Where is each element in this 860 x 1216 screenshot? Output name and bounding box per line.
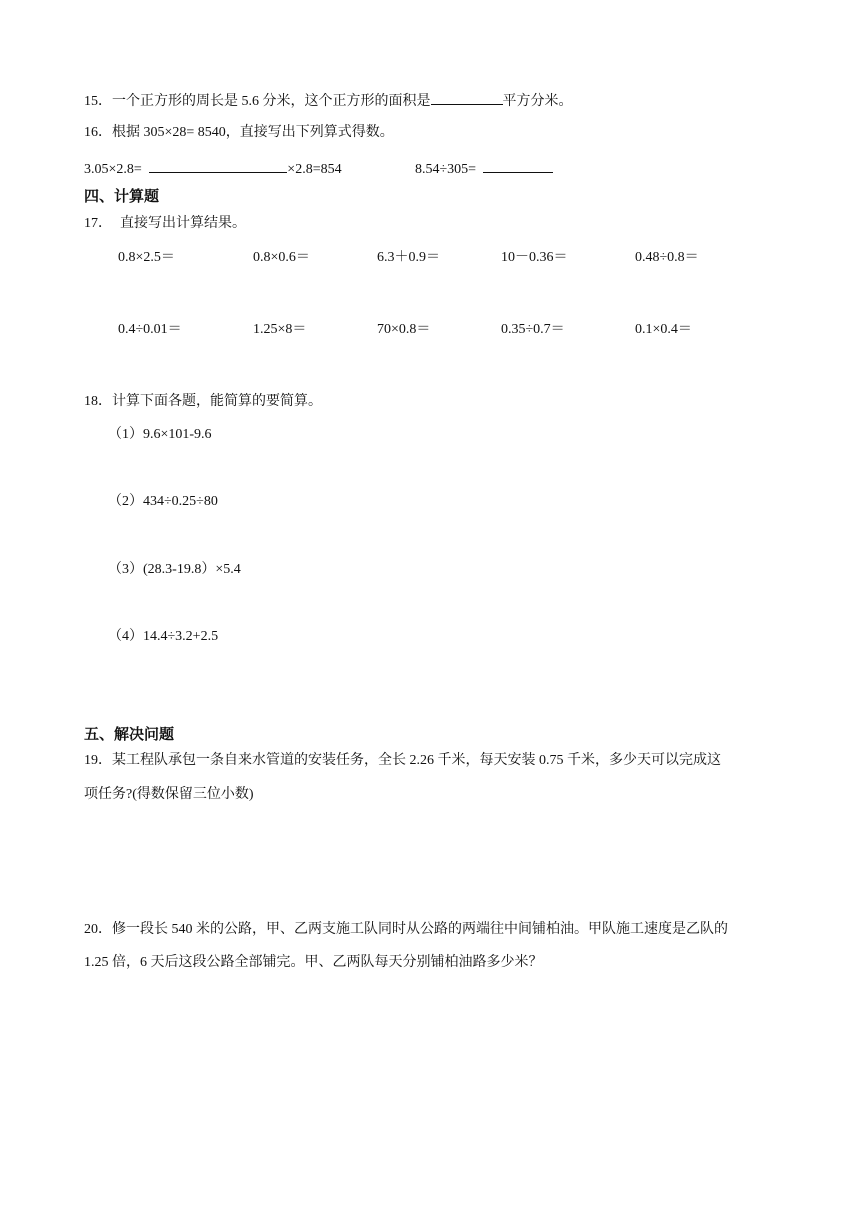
calc-item: 0.8×2.5＝ [118, 250, 175, 265]
question-text: 某工程队承包一条自来水管道的安装任务，全长 2.26 千米，每天安装 0.75 千米，多少天可以完成这 [112, 753, 721, 768]
question-number: 20． [84, 922, 112, 937]
question-20-continued: 1.25 倍，6 天后这段公路全部铺完。甲、乙两队每天分别铺柏油路多少米？ [84, 955, 543, 970]
question-19 [84, 751, 721, 771]
question-text-unit: 平方分米。 [502, 94, 573, 109]
q18-item: （1）9.6×101-9.6 [108, 427, 212, 442]
question-15 [84, 89, 573, 112]
q16-expression: 3.05×2.8= [84, 162, 142, 177]
calc-item: 0.8×0.6＝ [253, 250, 310, 265]
calc-item: 0.4÷0.01＝ [118, 322, 182, 337]
q16-item-1 [84, 157, 342, 180]
q16-expression: ×2.8=854 [287, 162, 342, 177]
question-text: 根据 305×28= 8540，直接写出下列算式得数。 [112, 125, 394, 140]
question-number: 15． [84, 94, 112, 109]
question-number: 17． [84, 216, 112, 231]
question-16 [84, 123, 394, 143]
calc-item: 10－0.36＝ [501, 250, 568, 265]
question-text: 直接写出计算结果。 [120, 216, 246, 231]
q18-item: （4）14.4÷3.2+2.5 [108, 629, 219, 644]
calc-item: 70×0.8＝ [377, 322, 431, 337]
question-18 [84, 392, 322, 412]
question-number: 19． [84, 753, 112, 768]
question-text: 计算下面各题，能简算的要简算。 [112, 394, 322, 409]
section-heading: 四、计算题 [84, 187, 160, 205]
question-20 [84, 920, 728, 940]
answer-blank[interactable] [149, 157, 287, 173]
calc-item: 0.48÷0.8＝ [635, 250, 699, 265]
question-17 [84, 214, 246, 234]
question-19-continued: 项任务?(得数保留三位小数) [84, 787, 254, 802]
calc-item: 6.3＋0.9＝ [377, 250, 440, 265]
answer-blank[interactable] [431, 89, 503, 105]
question-text: 一个正方形的周长是 5.6 分米，这个正方形的面积是 [112, 94, 431, 109]
question-number: 18． [84, 394, 112, 409]
q16-expression: 8.54÷305= [415, 162, 477, 177]
q16-item-3 [415, 157, 553, 180]
answer-blank[interactable] [483, 157, 553, 173]
calc-item: 0.1×0.4＝ [635, 322, 692, 337]
calc-item: 0.35÷0.7＝ [501, 322, 565, 337]
question-text: 修一段长 540 米的公路，甲、乙两支施工队同时从公路的两端往中间铺柏油。甲队施工速度是乙队的 [112, 922, 728, 937]
q18-item: （2）434÷0.25÷80 [108, 494, 218, 509]
question-number: 16． [84, 125, 112, 140]
section-heading: 五、解决问题 [84, 725, 175, 743]
calc-item: 1.25×8＝ [253, 322, 307, 337]
q18-item: （3）(28.3-19.8）×5.4 [108, 562, 241, 577]
